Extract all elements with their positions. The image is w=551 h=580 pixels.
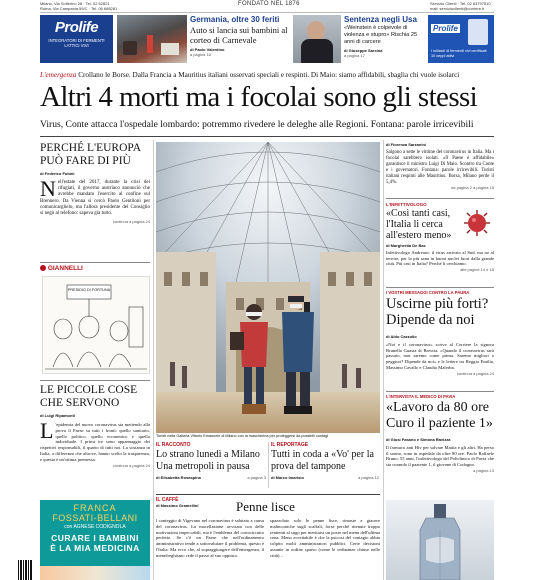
cazzullo-kicker: I VOSTRI MESSAGGI CONTRO LA PAURA: [386, 290, 470, 295]
infettivologo-text: Infettivologo Andreoni: il virus arrivato al Sud, ma no al terrore, per la più sana in buoni nuclei fuori dalla grande città. Più casi in Italia? Perché li cerchiamo.: [386, 250, 494, 267]
story-vo-page: a pagina 12: [358, 475, 379, 480]
story-vo-author: di Marco Imarisio: [271, 475, 304, 480]
dropcap-n: N: [40, 176, 56, 201]
bottle-ad[interactable]: [386, 500, 494, 580]
cazzullo-title: Uscirne più forti? Dipende da noi: [386, 296, 489, 328]
teaser-germany-author: di Paolo Valentino: [190, 47, 225, 52]
right-story-pavia[interactable]: [386, 394, 494, 473]
pavia-text: Il farmaco anti Hiv per salvare Mattia e gli altri. Ha perso il sonno, sono in ospedale da oltre 80 ore. Paolo Raffaele Bruno, 55 anni, l'infettivologo del Policlinico di Pavia che sta curando il paziente 1, il giovane di Codogno.: [386, 445, 494, 468]
prolife-right-brand: Prolife: [433, 24, 458, 33]
cazzullo-text: «Noi e il coronavirus» scrive al Corriere la signora Brunella Guasta di Brescia. «Quando il coronavirus sarà passato, non saremo come prima. Saremo migliori o peggiori? Dipende da noi» e le lettere tra Reggio Emilia, Massimo Cavallo e Claudio Malerba.: [386, 342, 494, 370]
editorial-piccole-text: 'epidemia del nuovo coronavirus sta mettendo alla prova il Paese su tutti i fronti: quello sanitario, quello politico, quello economico e quello individuale. I primi tre sono appannaggio dei rispettivi responsabili, il quarto di tutti noi. La sostanza in Italia, a differenza che altrove, hanno scelto la trasparenza, e questa è un'ottima premessa.: [40, 422, 150, 462]
masthead-left-line2: Roma, Via Campania 59/C · Tel. 06 688281: [40, 6, 118, 11]
gianelli-dot-icon: [40, 265, 46, 271]
teaser-weinstein-page: a pagina 17: [344, 53, 365, 58]
prolife-tagline: INTEGRATORI DI FERMENTI LATTICI VIVI: [48, 38, 105, 48]
barcode: [18, 560, 32, 580]
gianelli-label: [40, 265, 83, 272]
cartoon: [42, 276, 150, 374]
caffe-title: Penne lisce: [236, 499, 295, 514]
book-ad-line4: CURARE I BAMBINI: [51, 533, 139, 543]
right-story-sarzanini[interactable]: [386, 142, 494, 190]
prolife-right-tagline: I miliardi di fermenti vivi certificati 10 ceppi attivi: [431, 49, 487, 58]
teaser-germany[interactable]: [190, 15, 290, 57]
editorial-piccole-page: continua a pagina 24: [112, 462, 150, 468]
story-milano-title: Lo strano lunedì a Milano Una metropoli in pausa: [156, 449, 260, 472]
masthead-center: FONDATO NEL 1876: [238, 1, 300, 7]
teaser-weinstein-photo: [293, 15, 341, 63]
story-vo-kicker: IL REPORTAGE: [271, 442, 309, 448]
teaser-germany-page: a pagina 16: [190, 52, 211, 57]
main-overline: [40, 71, 500, 80]
story-vo-meta: [271, 475, 379, 480]
cartoon-caption: PRESIDIO DI FORTUNA: [67, 288, 111, 292]
main-headline[interactable]: Altri 4 morti ma i focolai sono gli stessi: [40, 81, 478, 113]
infettivologo-title: «Così tanti casi, l'Italia li cerca all'estero meno»: [386, 208, 452, 241]
teaser-weinstein[interactable]: [344, 15, 424, 58]
pavia-author: di Giusi Fasano e Simona Ravizza: [386, 437, 451, 442]
story-milano-page: a pagina 3: [247, 475, 266, 480]
story-milano-author: di Elisabetta Rosaspina: [156, 475, 201, 480]
masthead-right: [430, 1, 510, 11]
story-milano-meta: [156, 475, 266, 480]
teaser-weinstein-text: «Weinstein è colpevole di violenza e stupro» Rischia 25 anni di carcere: [344, 25, 418, 45]
caffe-column[interactable]: [156, 497, 380, 514]
overline-text: Crollano le Borse. Dalla Francia a Mauritius italiani osservati speciali e respinti. Di Maio: siamo affidabili, sbaglia chi vuole isolarci: [78, 71, 460, 79]
editorial-europa-author: di Federico Fubini: [40, 171, 75, 176]
sarzanini-text: Salgono a sette le vittime del coronavirus in Italia. Ma i focolai sarebbero isolati. «Il Paese è affidabile» garantisce il ministro Luigi Di Maio. Scontro tra Conte e i governatori. Fontana: parole irricevibili. Turisti italiani respinti alle Mauritius. Borsa, Milano perde il 5,4%.: [386, 150, 494, 185]
photo-caption: Turisti nella Galleria Vittorio Emanuele di Milano con la mascherina per proteggersi da possibili contagi: [156, 434, 329, 438]
teaser-germany-photo: [117, 15, 187, 63]
infettivologo-page: alle pagine 14 e 15: [460, 266, 494, 272]
masthead-left: [40, 1, 150, 11]
virus-icon: [462, 208, 492, 238]
editorial-piccole-body: [40, 418, 150, 463]
main-photo: [156, 142, 380, 433]
prolife-brand: Prolife: [54, 19, 99, 36]
caffe-kicker: IL CAFFÈ: [156, 497, 179, 503]
story-milano[interactable]: [156, 442, 266, 480]
dropcap-l: L: [40, 418, 54, 443]
caffe-text-col1: l conteggio di Vigevano nel coronavirus è salutato a causa del coronavirus. La macellazione avvisata con delle motivazioni impeccabili, ma è l'emblema del cortocircuito perfetto. Se c'è un Paese che nell'ordinamento amministrativo tende a sottovalutare il problema, questo è l'Italia. Ma ecco che, al sopraggiungere dell'emergenza, il menefreghismo cede il passo al suo opposto.: [156, 518, 264, 558]
teaser-weinstein-kicker: Sentenza negli Usa: [344, 15, 417, 24]
teaser-germany-kicker: Germania, oltre 30 feriti: [190, 15, 280, 24]
book-ad-line2: FOSSATI-BELLANI: [52, 513, 138, 523]
editorial-europa-page: continua a pagina 24: [112, 219, 150, 225]
sarzanini-page: da pagina 2 a pagina 15: [451, 185, 494, 191]
caffe-author: di Massimo Gramellini: [156, 503, 199, 508]
bottle-image: [386, 500, 494, 580]
overline-lead: L'emergenza: [40, 71, 77, 79]
book-ad-line1: FRANCA: [73, 503, 117, 513]
gianelli-text: GIANNELLI: [47, 265, 83, 272]
galleria-photo: [156, 142, 380, 433]
story-vo-title: Tutti in coda a «Vo' per la prova del tampone: [271, 449, 374, 472]
book-ad-line5: È LA MIA MEDICINA: [50, 543, 140, 553]
editorial-europa-text: ell'estate del 2017, durante la crisi dei rifugiati, il governo austriaco annunciò che avrebbe mandato l'esercito al confine sul Brennero. Da Vienna si cercò Paolo Gentiloni per comunicarglielo, ma l'allora presidente del Consiglio si negò al telefono: sapeva già tutto.: [40, 180, 150, 217]
teaser-germany-text: Auto si lancia sui bambini al corteo di Carnevale: [190, 25, 288, 45]
pavia-page: a pagina 13: [473, 467, 494, 473]
masthead-right-line1: Servizio Clienti · Tel. 02 63797510: [430, 1, 491, 6]
sarzanini-author: di Fiorenza Sarzanini: [386, 142, 427, 147]
pavia-kicker: L'INTERVISTA IL MEDICO DI PAVIA: [386, 394, 456, 399]
book-ad[interactable]: [40, 500, 150, 580]
story-milano-kicker: IL RACCONTO: [156, 442, 191, 448]
editorial-europa-title: PERCHÉ L'EUROPA PUÒ FARE DI PIÙ: [40, 142, 141, 167]
prolife-ad-right[interactable]: [428, 15, 494, 63]
editorial-piccole-author: di Luigi Ripamonti: [40, 413, 75, 418]
pavia-title: «Lavoro da 80 ore Curo il paziente 1»: [386, 400, 493, 431]
cazzullo-author: di Aldo Cazzullo: [386, 334, 417, 339]
prolife-ad-left[interactable]: [40, 15, 113, 63]
infettivologo-author: di Margherita De Bac: [386, 243, 426, 248]
editorial-piccole-title: LE PICCOLE COSE CHE SERVONO: [40, 384, 138, 409]
editorial-europa-body: [40, 176, 150, 217]
masthead-right-line2: mail: servizioclienti@corriere.it: [430, 6, 485, 11]
masthead-left-line1: Milano, Via Solferino 28 · Tel. 02 62821: [40, 1, 110, 6]
main-subhead: Virus, Conte attacca l'ospedale lombardo: potremmo rivedere le deleghe alle Regioni. Fontana: parole irricevibili: [40, 119, 474, 130]
editorial-piccole-cose[interactable]: [40, 384, 150, 468]
caffe-text-col2: spazzolato solo le penne lisce, rimaste a giacere malinconiche sugli scaffali, forse perché ritenute troppo renitenti al sugo per meritarsi un posto nel menu dell'ultima cena. Meno accettabile è che la psicosi del contagio abbia colpito molti amministratori pubblici. Certe decisioni assunte in ordine sparso (come le ordinanze chiuse nelle città)...: [270, 518, 380, 558]
teaser-weinstein-author: di Giuseppe Sarcina: [344, 48, 383, 53]
right-story-cazzullo[interactable]: [386, 290, 494, 376]
editorial-europa[interactable]: [40, 142, 150, 224]
cazzullo-page: continua a pagina 24: [456, 370, 494, 376]
book-ad-line3: con AGNESE CODIGNOLA: [64, 524, 126, 530]
story-vo[interactable]: [271, 442, 379, 480]
infettivologo-kicker: L'INFETTIVOLOGO: [386, 202, 427, 207]
